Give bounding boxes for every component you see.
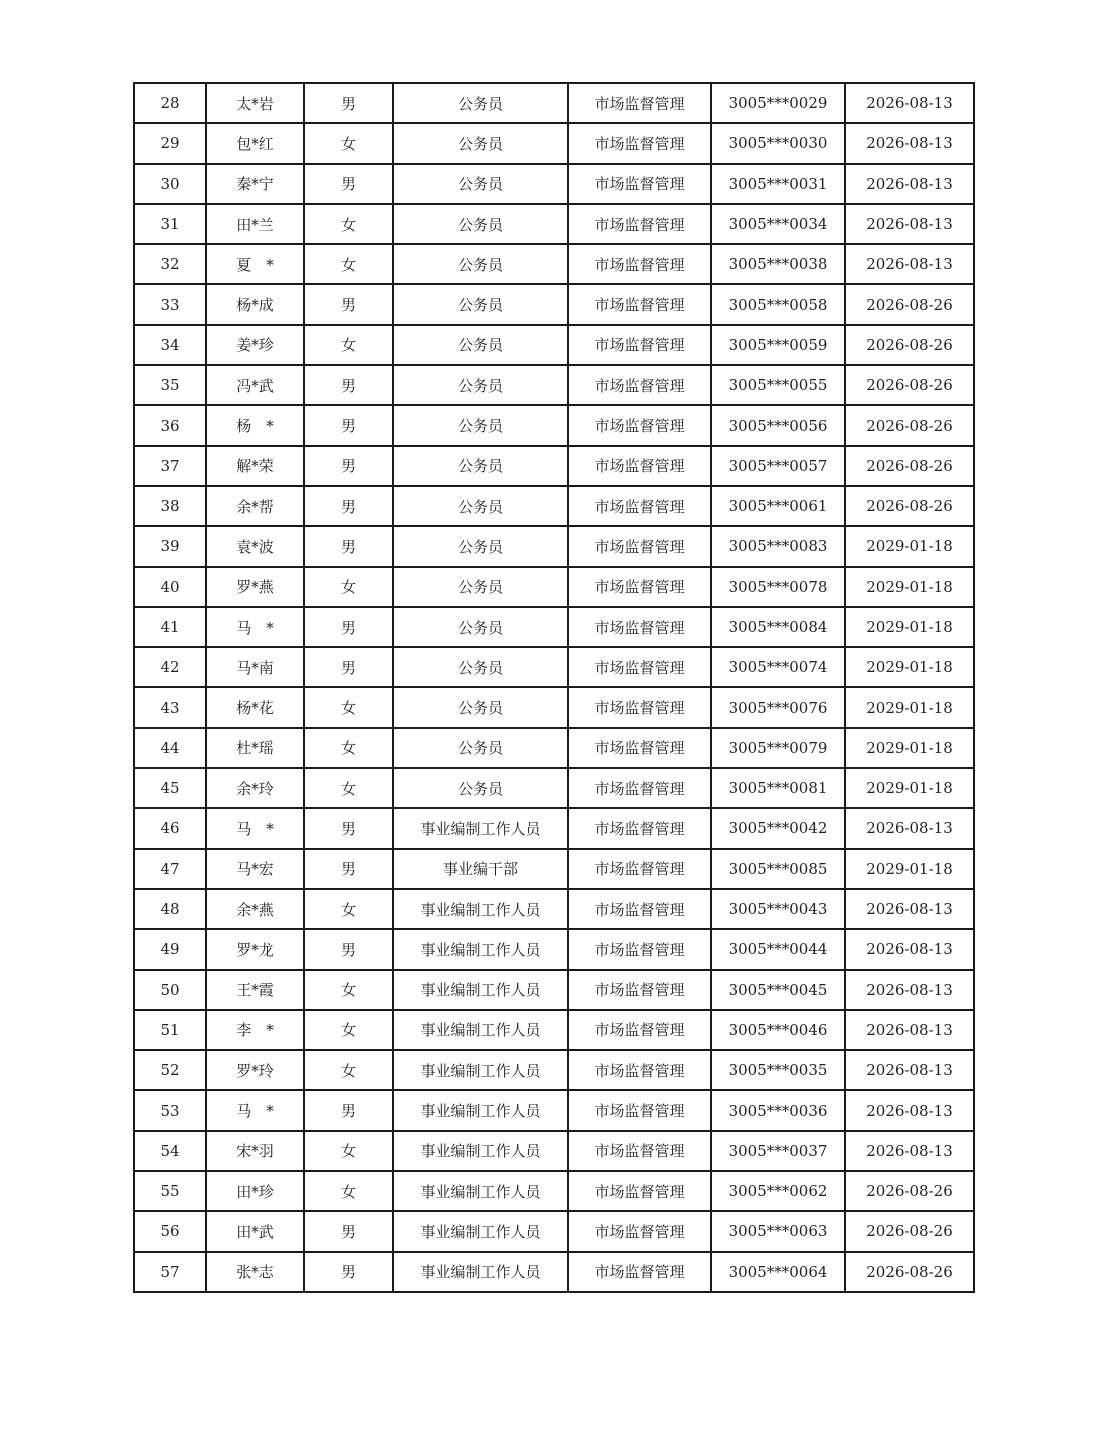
cell-staff-type: 公务员 (393, 486, 568, 526)
cell-number: 51 (134, 1010, 206, 1050)
cell-name: 秦*宁 (206, 164, 304, 204)
table-row (134, 808, 974, 848)
cell-number: 49 (134, 929, 206, 969)
cell-category: 市场监督管理 (568, 486, 711, 526)
cell-certificate-number: 3005***0058 (711, 284, 845, 324)
table-row (134, 284, 974, 324)
cell-name: 冯*武 (206, 365, 304, 405)
table-row (134, 446, 974, 486)
table-row (134, 1090, 974, 1130)
cell-gender: 女 (304, 1050, 393, 1090)
table-row (134, 1252, 974, 1292)
cell-certificate-number: 3005***0046 (711, 1010, 845, 1050)
cell-gender: 男 (304, 365, 393, 405)
cell-name: 罗*燕 (206, 567, 304, 607)
cell-certificate-number: 3005***0083 (711, 526, 845, 566)
cell-staff-type: 公务员 (393, 687, 568, 727)
cell-number: 52 (134, 1050, 206, 1090)
cell-valid-date: 2029-01-18 (845, 687, 974, 727)
cell-name: 姜*珍 (206, 325, 304, 365)
cell-name: 田*珍 (206, 1171, 304, 1211)
cell-gender: 男 (304, 1211, 393, 1251)
cell-valid-date: 2029-01-18 (845, 647, 974, 687)
cell-category: 市场监督管理 (568, 164, 711, 204)
cell-gender: 女 (304, 768, 393, 808)
cell-certificate-number: 3005***0076 (711, 687, 845, 727)
cell-valid-date: 2026-08-26 (845, 1171, 974, 1211)
cell-staff-type: 事业编干部 (393, 849, 568, 889)
cell-category: 市场监督管理 (568, 244, 711, 284)
cell-number: 54 (134, 1131, 206, 1171)
cell-number: 56 (134, 1211, 206, 1251)
cell-name: 余*燕 (206, 889, 304, 929)
cell-category: 市场监督管理 (568, 83, 711, 123)
cell-number: 31 (134, 204, 206, 244)
table-row (134, 365, 974, 405)
cell-number: 38 (134, 486, 206, 526)
cell-number: 57 (134, 1252, 206, 1292)
roster-table (133, 82, 975, 1293)
cell-gender: 男 (304, 83, 393, 123)
cell-valid-date: 2026-08-26 (845, 1252, 974, 1292)
table-row (134, 325, 974, 365)
cell-valid-date: 2029-01-18 (845, 607, 974, 647)
cell-category: 市场监督管理 (568, 1131, 711, 1171)
cell-number: 47 (134, 849, 206, 889)
cell-gender: 男 (304, 849, 393, 889)
cell-certificate-number: 3005***0042 (711, 808, 845, 848)
cell-gender: 女 (304, 244, 393, 284)
cell-number: 48 (134, 889, 206, 929)
cell-category: 市场监督管理 (568, 849, 711, 889)
table-row (134, 204, 974, 244)
table-row (134, 405, 974, 445)
cell-gender: 女 (304, 687, 393, 727)
cell-certificate-number: 3005***0030 (711, 123, 845, 163)
cell-category: 市场监督管理 (568, 446, 711, 486)
cell-valid-date: 2026-08-13 (845, 204, 974, 244)
cell-valid-date: 2026-08-13 (845, 1050, 974, 1090)
table-row (134, 164, 974, 204)
table-row (134, 486, 974, 526)
cell-certificate-number: 3005***0081 (711, 768, 845, 808)
table-row (134, 687, 974, 727)
cell-number: 30 (134, 164, 206, 204)
cell-category: 市场监督管理 (568, 123, 711, 163)
cell-valid-date: 2026-08-26 (845, 365, 974, 405)
cell-name: 田*武 (206, 1211, 304, 1251)
cell-staff-type: 事业编制工作人员 (393, 1252, 568, 1292)
cell-certificate-number: 3005***0035 (711, 1050, 845, 1090)
cell-gender: 男 (304, 446, 393, 486)
cell-valid-date: 2026-08-26 (845, 405, 974, 445)
cell-name: 宋*羽 (206, 1131, 304, 1171)
cell-certificate-number: 3005***0057 (711, 446, 845, 486)
cell-category: 市场监督管理 (568, 526, 711, 566)
cell-staff-type: 事业编制工作人员 (393, 1050, 568, 1090)
cell-name: 解*荣 (206, 446, 304, 486)
cell-staff-type: 公务员 (393, 204, 568, 244)
cell-staff-type: 事业编制工作人员 (393, 1211, 568, 1251)
cell-category: 市场监督管理 (568, 889, 711, 929)
cell-gender: 男 (304, 486, 393, 526)
cell-number: 55 (134, 1171, 206, 1211)
table-row (134, 1131, 974, 1171)
table-row (134, 244, 974, 284)
cell-certificate-number: 3005***0044 (711, 929, 845, 969)
cell-number: 33 (134, 284, 206, 324)
cell-gender: 男 (304, 164, 393, 204)
cell-valid-date: 2029-01-18 (845, 768, 974, 808)
cell-valid-date: 2026-08-13 (845, 1131, 974, 1171)
cell-staff-type: 事业编制工作人员 (393, 808, 568, 848)
cell-gender: 女 (304, 325, 393, 365)
cell-name: 余*玲 (206, 768, 304, 808)
cell-gender: 男 (304, 526, 393, 566)
cell-number: 35 (134, 365, 206, 405)
cell-staff-type: 事业编制工作人员 (393, 929, 568, 969)
table-row (134, 647, 974, 687)
cell-certificate-number: 3005***0063 (711, 1211, 845, 1251)
cell-number: 32 (134, 244, 206, 284)
cell-name: 杜*瑶 (206, 728, 304, 768)
cell-valid-date: 2026-08-13 (845, 1090, 974, 1130)
cell-gender: 男 (304, 1252, 393, 1292)
cell-category: 市场监督管理 (568, 365, 711, 405)
cell-certificate-number: 3005***0045 (711, 970, 845, 1010)
cell-category: 市场监督管理 (568, 325, 711, 365)
table-row (134, 1211, 974, 1251)
roster-body (134, 83, 974, 1292)
cell-staff-type: 公务员 (393, 284, 568, 324)
cell-certificate-number: 3005***0055 (711, 365, 845, 405)
cell-staff-type: 公务员 (393, 526, 568, 566)
cell-number: 50 (134, 970, 206, 1010)
cell-valid-date: 2029-01-18 (845, 849, 974, 889)
table-row (134, 970, 974, 1010)
cell-staff-type: 公务员 (393, 728, 568, 768)
table-row (134, 1050, 974, 1090)
table-row (134, 728, 974, 768)
cell-number: 39 (134, 526, 206, 566)
cell-category: 市场监督管理 (568, 687, 711, 727)
table-row (134, 889, 974, 929)
cell-certificate-number: 3005***0059 (711, 325, 845, 365)
table-row (134, 607, 974, 647)
table-row (134, 526, 974, 566)
cell-valid-date: 2026-08-26 (845, 486, 974, 526)
cell-certificate-number: 3005***0036 (711, 1090, 845, 1130)
cell-certificate-number: 3005***0078 (711, 567, 845, 607)
cell-number: 42 (134, 647, 206, 687)
cell-staff-type: 公务员 (393, 164, 568, 204)
cell-number: 43 (134, 687, 206, 727)
cell-category: 市场监督管理 (568, 567, 711, 607)
cell-category: 市场监督管理 (568, 1090, 711, 1130)
cell-staff-type: 公务员 (393, 647, 568, 687)
cell-category: 市场监督管理 (568, 1211, 711, 1251)
cell-name: 夏 * (206, 244, 304, 284)
cell-category: 市场监督管理 (568, 1050, 711, 1090)
cell-number: 29 (134, 123, 206, 163)
cell-category: 市场监督管理 (568, 405, 711, 445)
cell-gender: 男 (304, 647, 393, 687)
cell-name: 马 * (206, 607, 304, 647)
cell-staff-type: 公务员 (393, 446, 568, 486)
cell-number: 36 (134, 405, 206, 445)
cell-gender: 男 (304, 1090, 393, 1130)
cell-category: 市场监督管理 (568, 929, 711, 969)
cell-number: 28 (134, 83, 206, 123)
cell-category: 市场监督管理 (568, 768, 711, 808)
cell-valid-date: 2029-01-18 (845, 567, 974, 607)
cell-gender: 女 (304, 567, 393, 607)
cell-staff-type: 公务员 (393, 244, 568, 284)
cell-valid-date: 2026-08-26 (845, 1211, 974, 1251)
cell-staff-type: 事业编制工作人员 (393, 1171, 568, 1211)
cell-staff-type: 事业编制工作人员 (393, 1010, 568, 1050)
cell-staff-type: 公务员 (393, 405, 568, 445)
cell-name: 包*红 (206, 123, 304, 163)
cell-certificate-number: 3005***0043 (711, 889, 845, 929)
cell-valid-date: 2026-08-13 (845, 970, 974, 1010)
cell-category: 市场监督管理 (568, 647, 711, 687)
cell-gender: 女 (304, 1131, 393, 1171)
cell-gender: 女 (304, 728, 393, 768)
cell-number: 46 (134, 808, 206, 848)
cell-name: 马*宏 (206, 849, 304, 889)
cell-number: 41 (134, 607, 206, 647)
cell-valid-date: 2026-08-13 (845, 123, 974, 163)
cell-certificate-number: 3005***0061 (711, 486, 845, 526)
cell-valid-date: 2026-08-26 (845, 446, 974, 486)
cell-gender: 女 (304, 1010, 393, 1050)
cell-staff-type: 公务员 (393, 123, 568, 163)
cell-number: 45 (134, 768, 206, 808)
cell-number: 44 (134, 728, 206, 768)
cell-name: 太*岩 (206, 83, 304, 123)
cell-name: 马*南 (206, 647, 304, 687)
cell-category: 市场监督管理 (568, 970, 711, 1010)
table-row (134, 1010, 974, 1050)
cell-gender: 男 (304, 607, 393, 647)
cell-category: 市场监督管理 (568, 808, 711, 848)
cell-name: 余*帮 (206, 486, 304, 526)
cell-category: 市场监督管理 (568, 204, 711, 244)
cell-category: 市场监督管理 (568, 607, 711, 647)
cell-certificate-number: 3005***0064 (711, 1252, 845, 1292)
cell-certificate-number: 3005***0074 (711, 647, 845, 687)
cell-staff-type: 事业编制工作人员 (393, 889, 568, 929)
cell-gender: 女 (304, 1171, 393, 1211)
table-row (134, 123, 974, 163)
cell-gender: 男 (304, 284, 393, 324)
table-row (134, 929, 974, 969)
cell-name: 王*霞 (206, 970, 304, 1010)
table-row (134, 849, 974, 889)
cell-name: 马 * (206, 808, 304, 848)
cell-number: 34 (134, 325, 206, 365)
cell-staff-type: 公务员 (393, 83, 568, 123)
cell-valid-date: 2026-08-13 (845, 1010, 974, 1050)
cell-certificate-number: 3005***0084 (711, 607, 845, 647)
cell-staff-type: 事业编制工作人员 (393, 1131, 568, 1171)
cell-certificate-number: 3005***0062 (711, 1171, 845, 1211)
cell-gender: 男 (304, 808, 393, 848)
table-row (134, 567, 974, 607)
cell-certificate-number: 3005***0038 (711, 244, 845, 284)
cell-valid-date: 2026-08-13 (845, 929, 974, 969)
cell-valid-date: 2026-08-13 (845, 808, 974, 848)
cell-name: 杨 * (206, 405, 304, 445)
cell-name: 马 * (206, 1090, 304, 1130)
cell-number: 37 (134, 446, 206, 486)
cell-gender: 女 (304, 970, 393, 1010)
cell-certificate-number: 3005***0037 (711, 1131, 845, 1171)
cell-name: 袁*波 (206, 526, 304, 566)
cell-name: 罗*玲 (206, 1050, 304, 1090)
cell-staff-type: 公务员 (393, 365, 568, 405)
cell-valid-date: 2026-08-13 (845, 889, 974, 929)
cell-category: 市场监督管理 (568, 1171, 711, 1211)
cell-gender: 男 (304, 405, 393, 445)
cell-name: 张*志 (206, 1252, 304, 1292)
cell-name: 杨*成 (206, 284, 304, 324)
cell-certificate-number: 3005***0056 (711, 405, 845, 445)
cell-gender: 女 (304, 889, 393, 929)
cell-staff-type: 事业编制工作人员 (393, 970, 568, 1010)
cell-gender: 女 (304, 204, 393, 244)
cell-staff-type: 公务员 (393, 325, 568, 365)
cell-certificate-number: 3005***0031 (711, 164, 845, 204)
cell-name: 李 * (206, 1010, 304, 1050)
cell-gender: 女 (304, 123, 393, 163)
cell-valid-date: 2029-01-18 (845, 728, 974, 768)
cell-category: 市场监督管理 (568, 284, 711, 324)
cell-staff-type: 公务员 (393, 567, 568, 607)
cell-valid-date: 2026-08-13 (845, 164, 974, 204)
table-row (134, 768, 974, 808)
cell-category: 市场监督管理 (568, 728, 711, 768)
cell-valid-date: 2026-08-26 (845, 325, 974, 365)
cell-certificate-number: 3005***0079 (711, 728, 845, 768)
cell-certificate-number: 3005***0029 (711, 83, 845, 123)
cell-gender: 男 (304, 929, 393, 969)
cell-name: 杨*花 (206, 687, 304, 727)
cell-valid-date: 2029-01-18 (845, 526, 974, 566)
cell-valid-date: 2026-08-13 (845, 83, 974, 123)
cell-valid-date: 2026-08-26 (845, 284, 974, 324)
cell-category: 市场监督管理 (568, 1252, 711, 1292)
cell-certificate-number: 3005***0085 (711, 849, 845, 889)
cell-valid-date: 2026-08-13 (845, 244, 974, 284)
cell-name: 罗*龙 (206, 929, 304, 969)
cell-number: 40 (134, 567, 206, 607)
cell-category: 市场监督管理 (568, 1010, 711, 1050)
table-row (134, 83, 974, 123)
cell-certificate-number: 3005***0034 (711, 204, 845, 244)
cell-name: 田*兰 (206, 204, 304, 244)
cell-staff-type: 公务员 (393, 607, 568, 647)
table-row (134, 1171, 974, 1211)
cell-number: 53 (134, 1090, 206, 1130)
cell-staff-type: 事业编制工作人员 (393, 1090, 568, 1130)
cell-staff-type: 公务员 (393, 768, 568, 808)
